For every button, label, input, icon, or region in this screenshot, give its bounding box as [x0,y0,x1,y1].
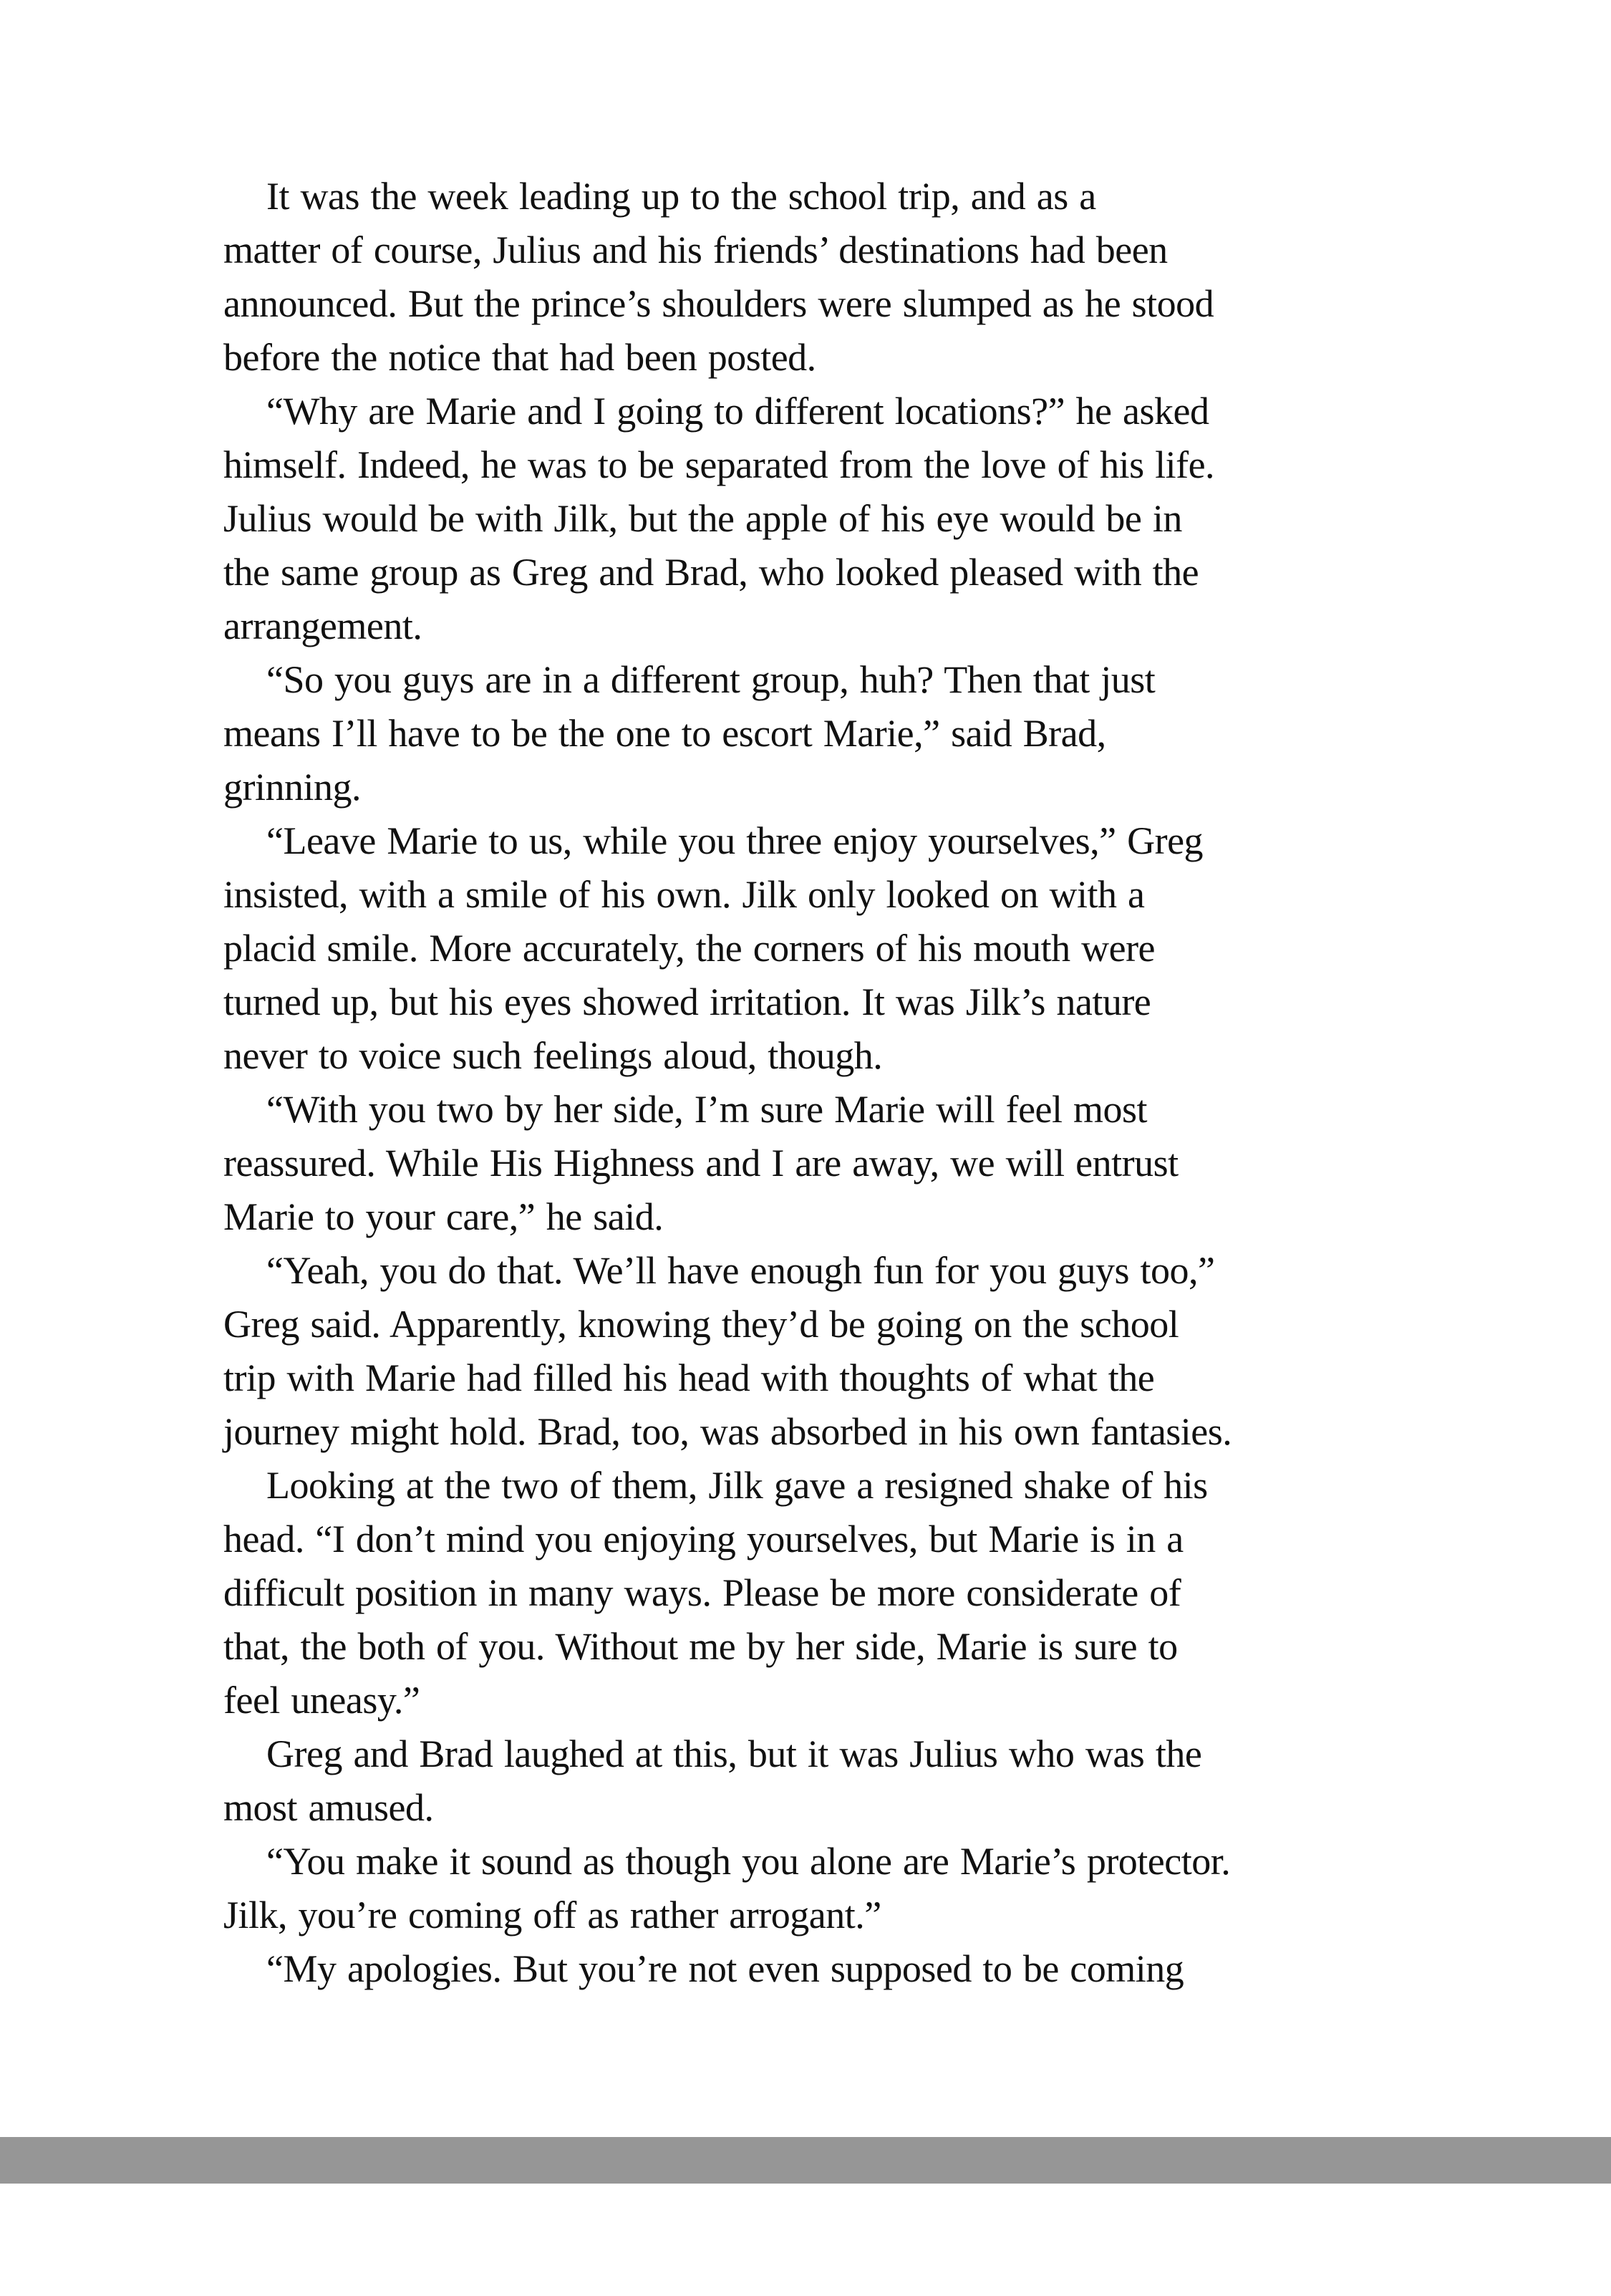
text-line: means I’ll have to be the one to escort Marie,” said Brad, [223,712,1106,755]
text-line: difficult position in many ways. Please be more considerate of [223,1571,1181,1614]
text-line: turned up, but his eyes showed irritation. It was Jilk’s nature [223,980,1151,1023]
text-line: matter of course, Julius and his friends’ destinations had been [223,228,1168,271]
text-line: Julius would be with Jilk, but the apple of his eye would be in [223,497,1182,540]
text-line: It was the week leading up to the school trip, and as a [266,175,1096,218]
text-line: “You make it sound as though you alone are Marie’s protector. [266,1840,1231,1883]
page-text [223,170,1369,1996]
text-line: never to voice such feelings aloud, though. [223,1034,883,1077]
text-line: “Yeah, you do that. We’ll have enough fun for you guys too,” [266,1249,1215,1292]
text-line: “Why are Marie and I going to different locations?” he asked [266,390,1209,433]
text-line: insisted, with a smile of his own. Jilk only looked on with a [223,873,1145,916]
text-line: before the notice that had been posted. [223,336,816,379]
text-line: Greg said. Apparently, knowing they’d be going on the school [223,1303,1179,1346]
text-line: placid smile. More accurately, the corners of his mouth were [223,927,1156,970]
reading-progress-bar[interactable] [0,2137,1611,2184]
text-line: Jilk, you’re coming off as rather arrogant.” [223,1894,881,1936]
text-line: feel uneasy.” [223,1679,420,1722]
text-line: Looking at the two of them, Jilk gave a resigned shake of his [266,1464,1208,1507]
text-line: the same group as Greg and Brad, who looked pleased with the [223,551,1199,594]
text-line: “Leave Marie to us, while you three enjoy yourselves,” Greg [266,819,1204,862]
text-line: trip with Marie had filled his head with thoughts of what the [223,1356,1155,1399]
text-line: most amused. [223,1786,434,1829]
text-line: “My apologies. But you’re not even supposed to be coming [266,1947,1184,1990]
text-line: Greg and Brad laughed at this, but it was Julius who was the [266,1732,1202,1775]
text-line: announced. But the prince’s shoulders were slumped as he stood [223,282,1214,325]
text-line: “So you guys are in a different group, huh? Then that just [266,658,1156,701]
text-line: grinning. [223,766,361,809]
text-line: himself. Indeed, he was to be separated from the love of his life. [223,443,1215,486]
text-line: reassured. While His Highness and I are away, we will entrust [223,1142,1179,1185]
text-line: head. “I don’t mind you enjoying yourselves, but Marie is in a [223,1518,1184,1561]
text-line: “With you two by her side, I’m sure Marie will feel most [266,1088,1148,1131]
text-line: arrangement. [223,604,422,647]
text-line: journey might hold. Brad, too, was absorbed in his own fantasies. [223,1410,1232,1453]
text-line: that, the both of you. Without me by her side, Marie is sure to [223,1625,1178,1668]
text-line: Marie to your care,” he said. [223,1195,664,1238]
